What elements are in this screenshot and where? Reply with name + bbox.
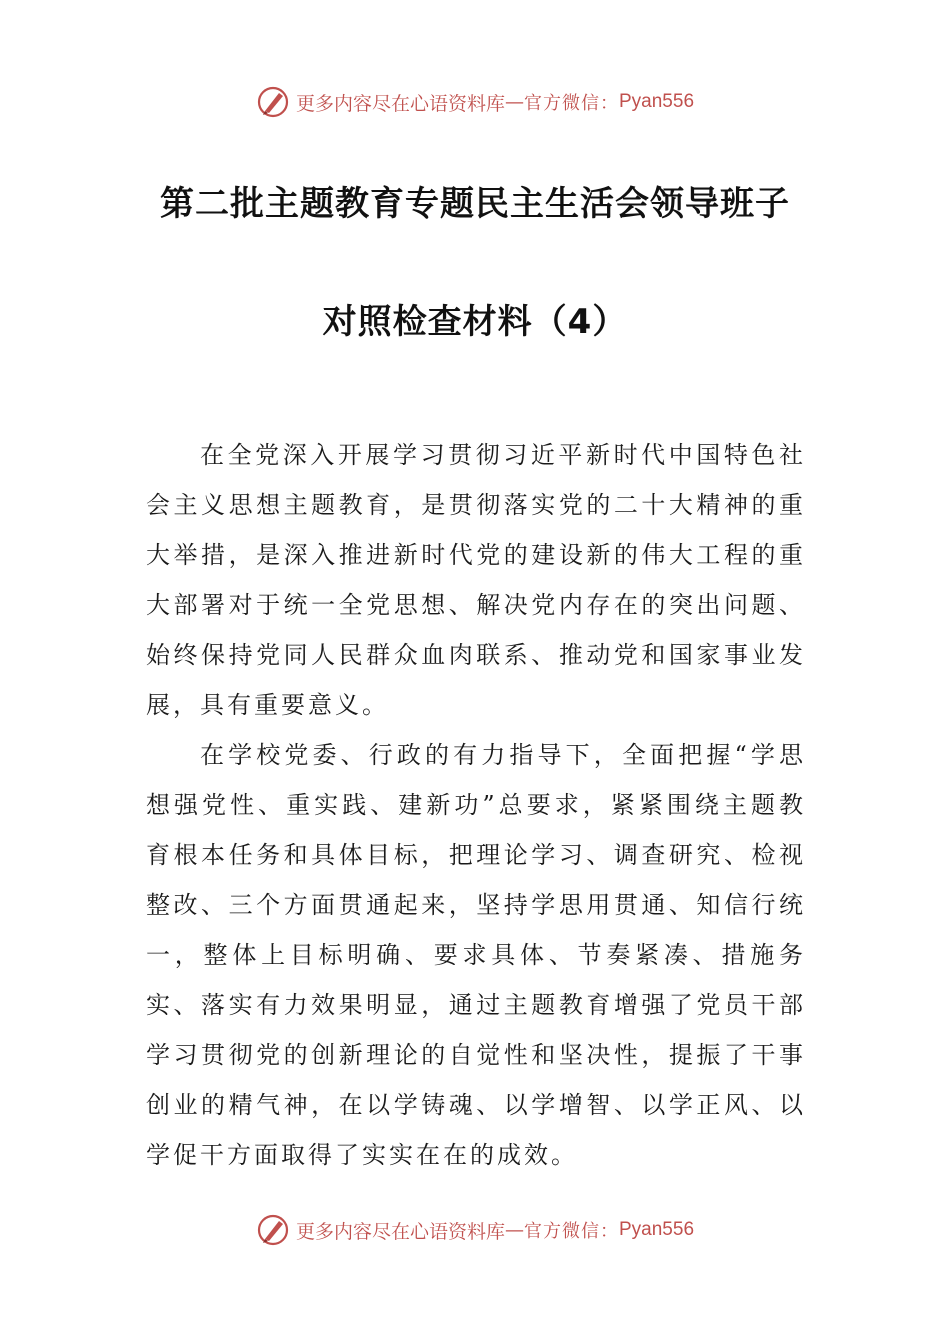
header-banner: [0, 82, 950, 122]
banner-separator: —: [505, 1219, 524, 1241]
paragraph-1: 在全党深入开展学习贯彻习近平新时代中国特色社会主义思想主题教育，是贯彻落实党的二十大精神的重大举措，是深入推进新时代党的建设新的伟大工程的重大部署对于统一全党思想、解决党内存在的突出问题、始终保持党同人民群众血肉联系、推动党和国家事业发展，具有重要意义。: [146, 441, 806, 719]
pen-logo-icon: [256, 85, 290, 119]
banner-separator: —: [505, 91, 524, 113]
paragraph-2: 在学校党委、行政的有力指导下，全面把握“学思想强党性、重实践、建新功”总要求，紧紧围绕主题教育根本任务和具体目标，把理论学习、调查研究、检视整改、三个方面贯通起来，坚持学思用贯通、知信行统一，整体上目标明确、要求具体、节奏紧凑、措施务实、落实有力效果明显，通过主题教育增强了党员干部学习贯彻党的创新理论的自觉性和坚决性，提振了干事创业的精气神，在以学铸魂、以学增智、以学正风、以学促干方面取得了实实在在的成效。: [146, 741, 806, 1169]
wechat-label: 官方微信：: [524, 93, 619, 114]
footer-banner: [0, 1210, 950, 1250]
wechat-label: 官方微信：: [524, 1221, 619, 1242]
document-title-line-2: 对照检查材料（4）: [322, 302, 628, 342]
pen-logo-icon: [256, 1213, 290, 1247]
wechat-id: Pyan556: [619, 91, 695, 112]
banner-text: 更多内容尽在心语资料库: [295, 1220, 505, 1243]
wechat-id: Pyan556: [619, 1219, 695, 1240]
document-body: [146, 430, 806, 1180]
document-title-line-1: 第二批主题教育专题民主生活会领导班子: [160, 184, 790, 224]
banner-text: 更多内容尽在心语资料库: [295, 92, 505, 115]
